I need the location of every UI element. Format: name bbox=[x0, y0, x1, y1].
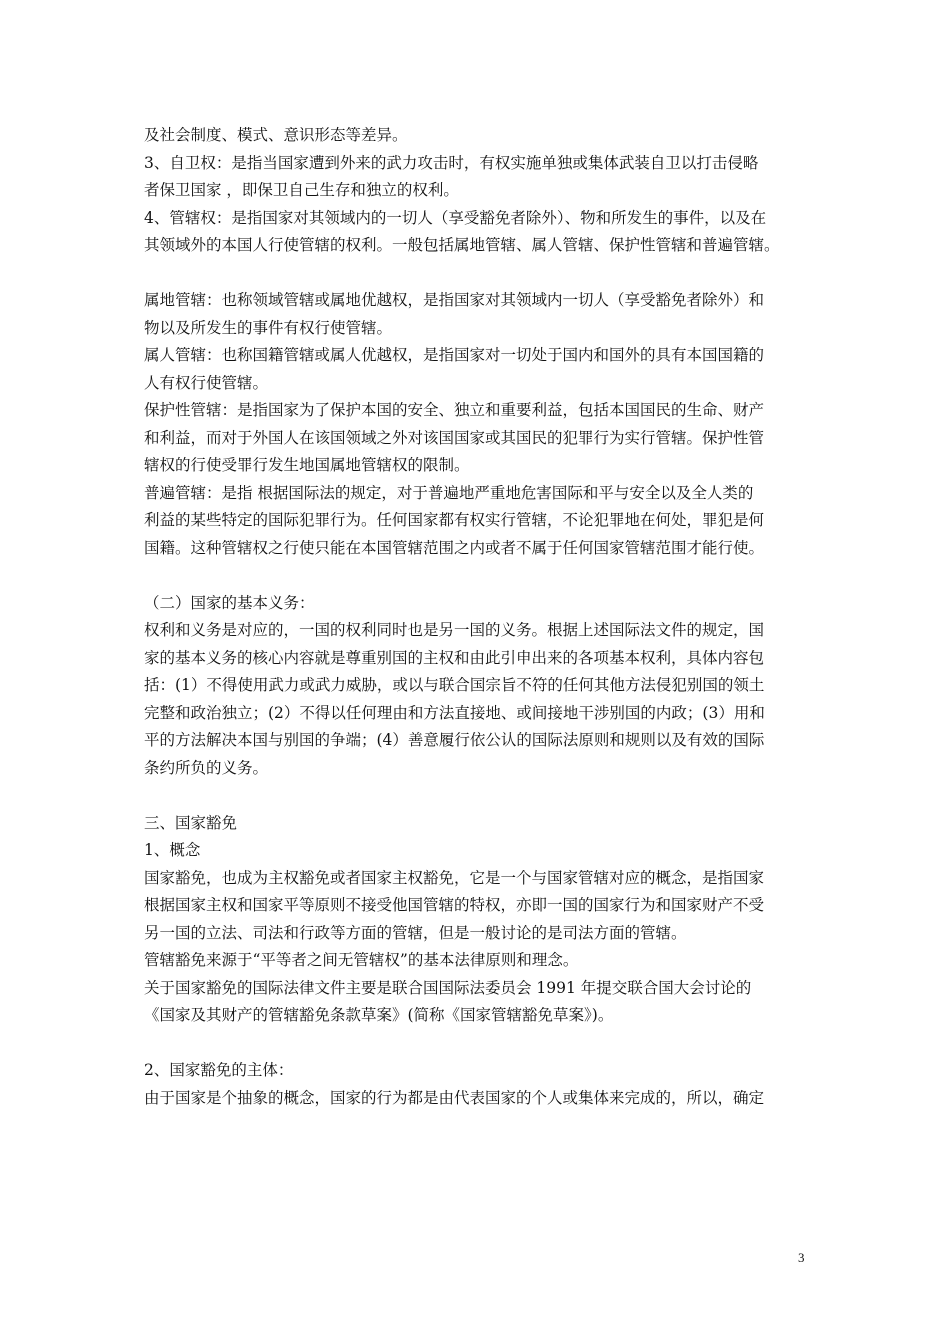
text-line: 2、国家豁免的主体： bbox=[144, 1061, 294, 1079]
text-line: 国籍。这种管辖权之行使只能在本国管辖范围之内或者不属于任何国家管辖范围才能行使。 bbox=[144, 538, 765, 557]
text-line: 国家豁免，也成为主权豁免或者国家主权豁免，它是一个与国家管辖对应的概念，是指国家 bbox=[144, 868, 765, 887]
text-line: 人有权行使管辖。 bbox=[144, 373, 269, 392]
paragraph bbox=[144, 397, 814, 480]
text-line: 3、自卫权：是指当国家遭到外来的武力攻击时，有权实施单独或集体武装自卫以打击侵略 bbox=[144, 153, 759, 172]
text-line: 利益的某些特定的国际犯罪行为。任何国家都有权实行管辖，不论犯罪地在何处，罪犯是何 bbox=[144, 511, 765, 529]
text-line: 关于国家豁免的国际法律文件主要是联合国国际法委员会 1991 年提交联合国大会讨论的 bbox=[144, 978, 752, 997]
paragraph-gap bbox=[144, 260, 814, 288]
text-line: 条约所负的义务。 bbox=[144, 758, 269, 777]
text-line: （二）国家的基本义务： bbox=[144, 593, 315, 612]
text-line: 属人管辖：也称国籍管辖或属人优越权，是指国家对一切处于国内和国外的具有本国国籍的 bbox=[144, 346, 765, 364]
paragraph bbox=[144, 1057, 814, 1085]
text-line: 属地管辖：也称领域管辖或属地优越权，是指国家对其领域内一切人（享受豁免者除外）和 bbox=[144, 291, 765, 309]
paragraph bbox=[144, 810, 814, 838]
paragraph-gap bbox=[144, 562, 814, 590]
paragraph bbox=[144, 590, 814, 618]
text-line: 三、国家豁免 bbox=[144, 813, 238, 832]
text-line: 物以及所发生的事件有权行使管辖。 bbox=[144, 318, 393, 337]
text-line: 平的方法解决本国与别国的争端；(4）善意履行依公认的国际法原则和规则以及有效的国际 bbox=[144, 731, 765, 749]
text-line: 《国家及其财产的管辖豁免条款草案》(简称《国家管辖豁免草案》)。 bbox=[144, 1006, 614, 1024]
paragraph bbox=[144, 150, 814, 205]
paragraph bbox=[144, 947, 814, 975]
paragraph bbox=[144, 287, 814, 342]
text-line: 4、管辖权：是指国家对其领域内的一切人（享受豁免者除外）、物和所发生的事件，以及在 bbox=[144, 208, 767, 227]
paragraph bbox=[144, 122, 814, 150]
paragraph bbox=[144, 617, 814, 782]
text-line: 家的基本义务的核心内容就是尊重别国的主权和由此引申出来的各项基本权利，具体内容包 bbox=[144, 648, 765, 667]
text-line: 辖权的行使受罪行发生地国属地管辖权的限制。 bbox=[144, 456, 470, 474]
text-line: 另一国的立法、司法和行政等方面的管辖，但是一般讨论的是司法方面的管辖。 bbox=[144, 923, 687, 942]
paragraph bbox=[144, 975, 814, 1030]
page-number: 3 bbox=[798, 1250, 805, 1265]
text-line: 保护性管辖：是指国家为了保护本国的安全、独立和重要利益，包括本国国民的生命、财产 bbox=[144, 401, 765, 419]
paragraph-gap bbox=[144, 1030, 814, 1058]
text-line: 根据国家主权和国家平等原则不接受他国管辖的特权，亦即一国的国家行为和国家财产不受 bbox=[144, 896, 765, 914]
text-line: 完整和政治独立；(2）不得以任何理由和方法直接地、或间接地干涉别国的内政；(3）用和 bbox=[144, 703, 765, 722]
text-line: 管辖豁免来源于“平等者之间无管辖权”的基本法律原则和理念。 bbox=[144, 951, 579, 969]
text-line: 普遍管辖：是指 根据国际法的规定，对于普遍地严重地危害国际和平与安全以及全人类的 bbox=[144, 483, 754, 502]
text-line: 权利和义务是对应的，一国的权利同时也是另一国的义务。根据上述国际法文件的规定，国 bbox=[144, 621, 765, 639]
paragraph bbox=[144, 837, 814, 865]
paragraph-gap bbox=[144, 782, 814, 810]
text-line: 者保卫国家 ，即保卫自己生存和独立的权利。 bbox=[144, 181, 459, 199]
text-line: 1、概念 bbox=[144, 841, 201, 859]
paragraph bbox=[144, 1085, 814, 1113]
paragraph bbox=[144, 865, 814, 948]
text-line: 括：(1）不得使用武力或武力威胁，或以与联合国宗旨不符的任何其他方法侵犯别国的领土 bbox=[144, 676, 765, 694]
text-line: 及社会制度、模式、意识形态等差异。 bbox=[144, 126, 408, 144]
paragraph bbox=[144, 342, 814, 397]
text-line: 其领域外的本国人行使管辖的权利。一般包括属地管辖、属人管辖、保护性管辖和普遍管辖。 bbox=[144, 236, 780, 254]
paragraph bbox=[144, 480, 814, 563]
text-line: 由于国家是个抽象的概念，国家的行为都是由代表国家的个人或集体来完成的，所以，确定 bbox=[144, 1088, 765, 1107]
text-line: 和利益，而对于外国人在该国领域之外对该国国家或其国民的犯罪行为实行管辖。保护性管 bbox=[144, 428, 765, 447]
document-body bbox=[144, 122, 814, 1112]
paragraph bbox=[144, 205, 814, 260]
